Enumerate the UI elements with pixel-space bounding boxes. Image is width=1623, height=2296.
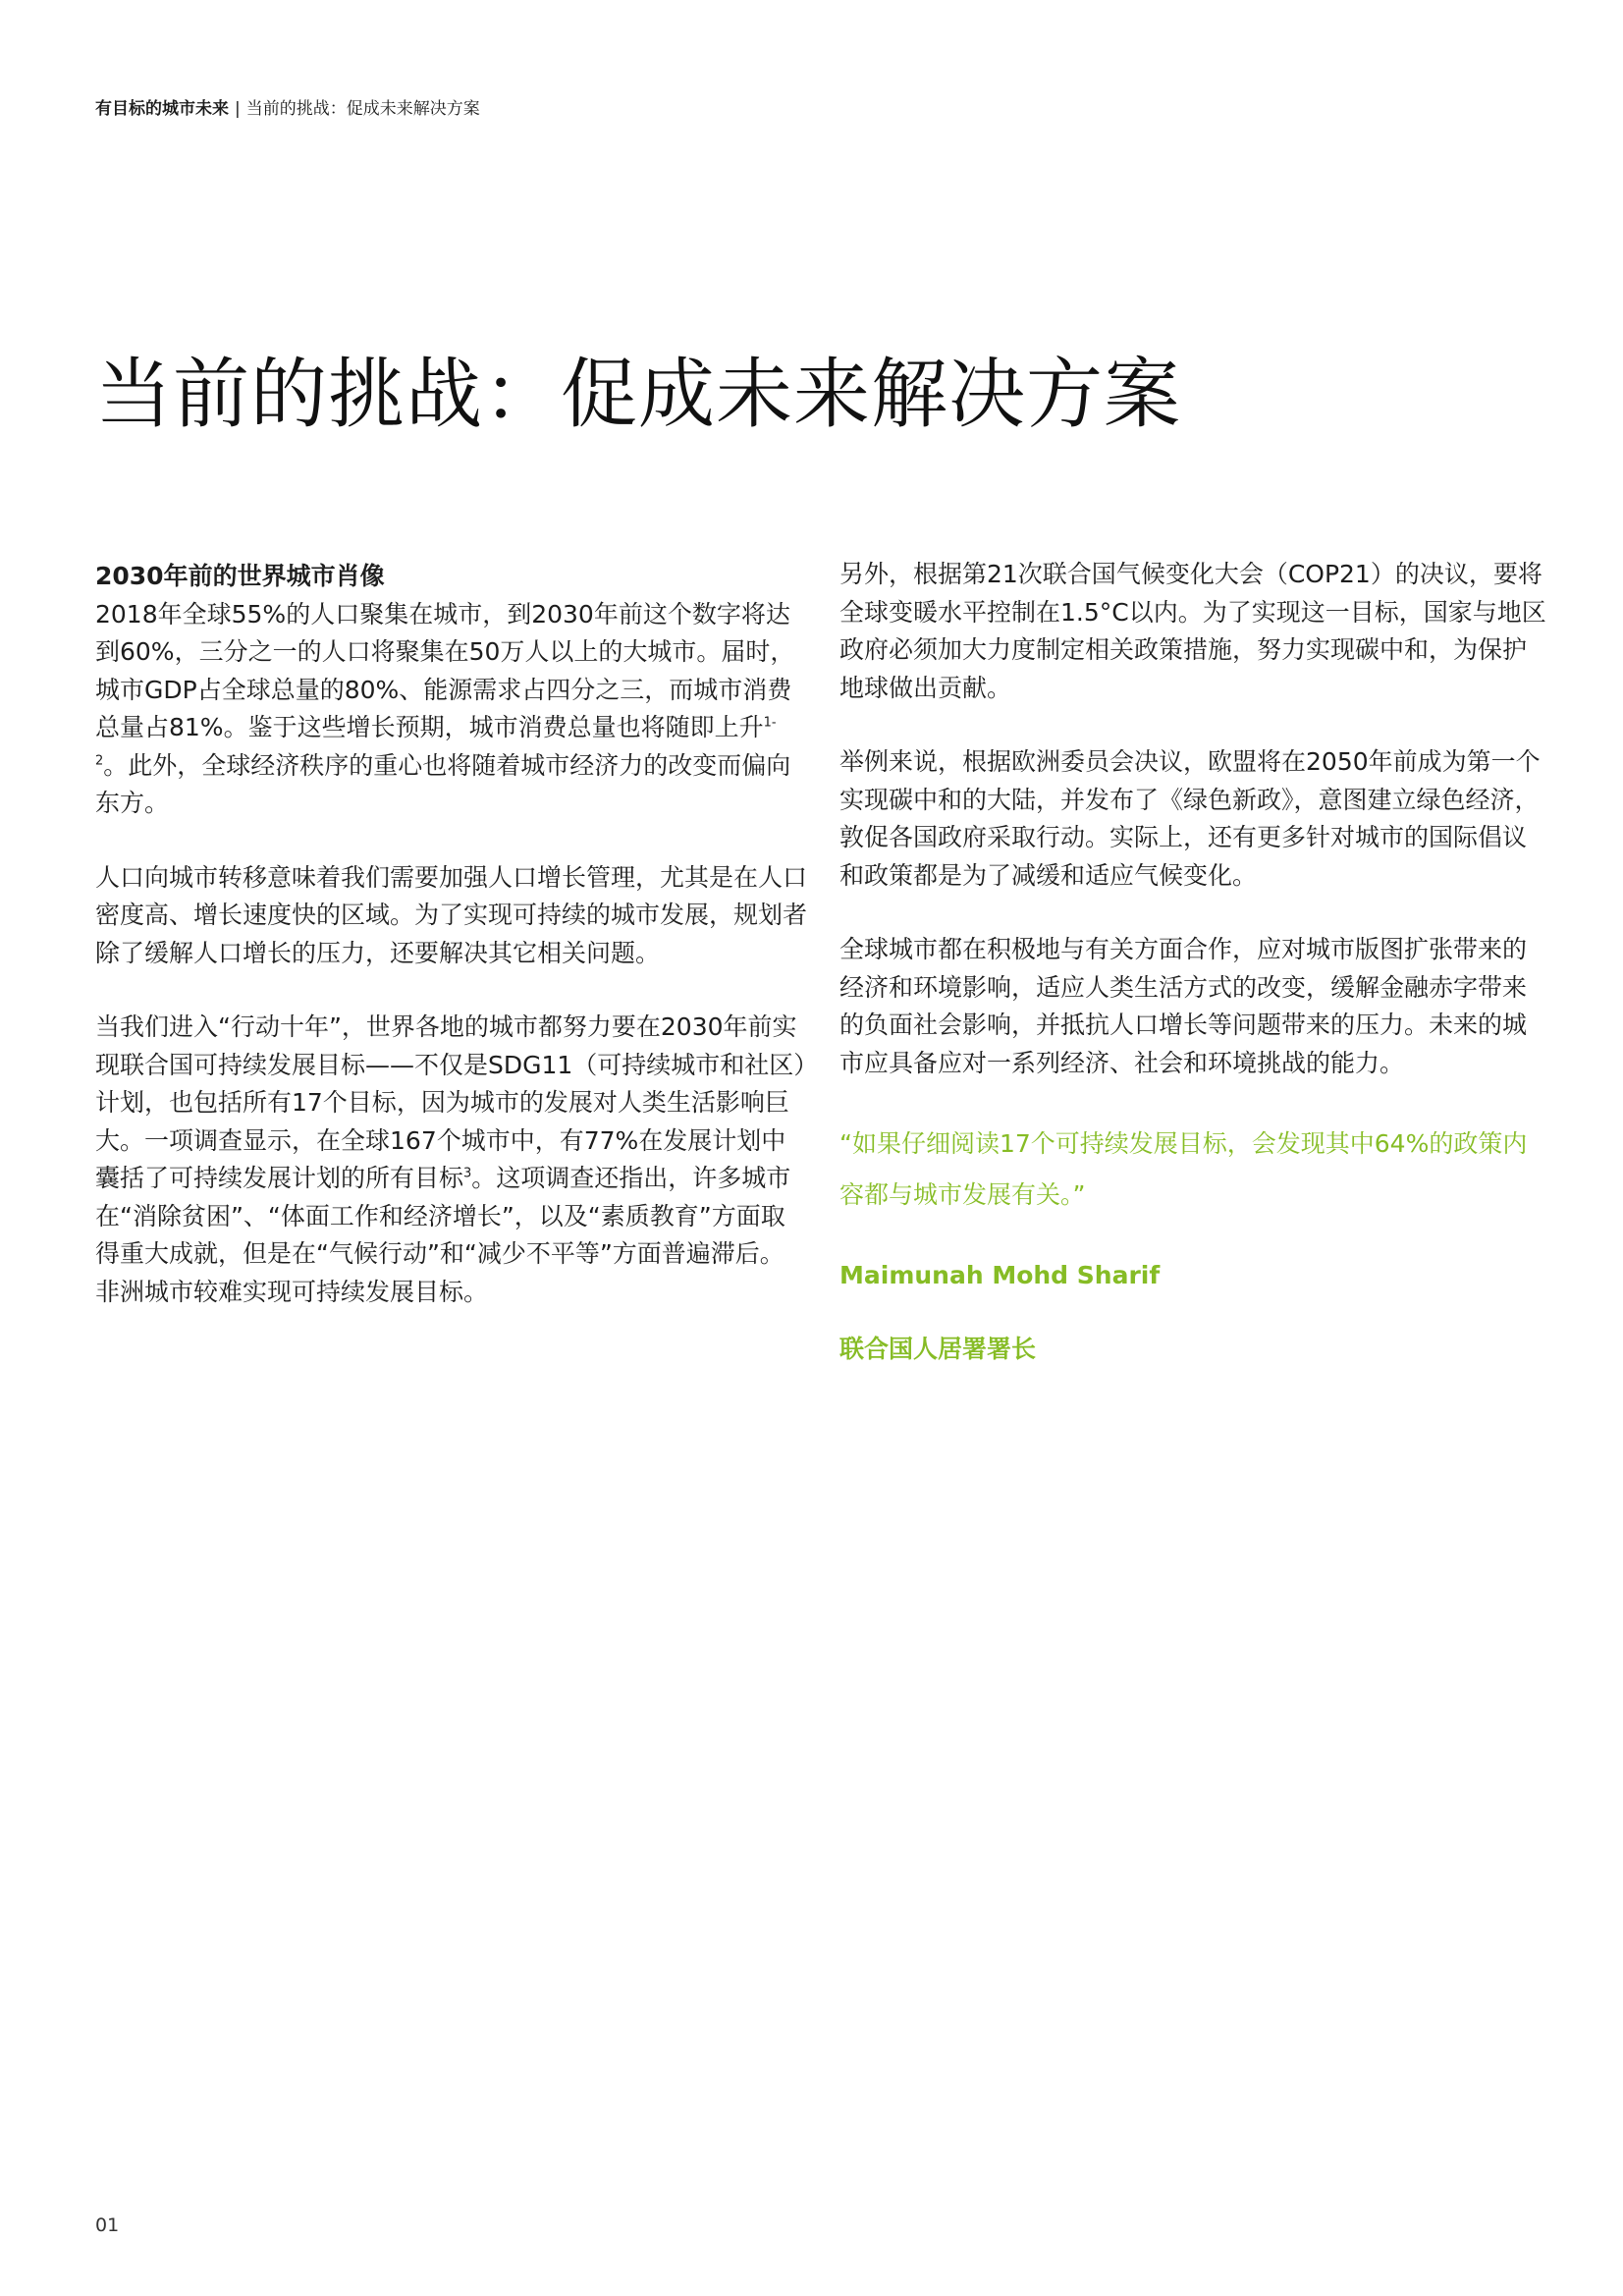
header-topic: 当前的挑战：促成未来解决方案 xyxy=(245,99,480,119)
page-title: 当前的挑战：促成未来解决方案 xyxy=(95,351,1182,439)
paragraph-text: 当我们进入“行动十年”，世界各地的城市都努力要在2030年前实现联合国可持续发展目标——不仅是SDG11（可持续城市和社区）计划，也包括所有17个目标，因为城市的发展对人类生活影响巨大。一项调查显示，在全球167个城市中，有77%在发展计划中囊括了可持续发展计划的所有目标 xyxy=(95,1012,806,1192)
header-section: 有目标的城市未来 xyxy=(95,99,229,119)
footnote-ref: 1-2 xyxy=(95,715,777,769)
paragraph-urban-population xyxy=(95,596,807,823)
header-separator: | xyxy=(235,99,241,119)
running-header xyxy=(95,94,480,119)
paragraph-decade-of-action xyxy=(95,1009,807,1311)
paragraph-green-deal: 举例来说，根据欧洲委员会决议，欧盟将在2050年前成为第一个实现碳中和的大陆，并发布了《绿色新政》，意图建立绿色经济，敦促各国政府采取行动。实际上，还有更多针对城市的国际倡议和政策都是为了减缓和适应气候变化。 xyxy=(839,747,1541,890)
quote-attribution-name: Maimunah Mohd Sharif xyxy=(839,1261,1161,1289)
right-column xyxy=(839,556,1546,1404)
paragraph-text-tail: 。此外，全球经济秩序的重心也将随着城市经济力的改变而偏向东方。 xyxy=(95,750,791,817)
pull-quote: “如果仔细阅读17个可持续发展目标，会发现其中64%的政策内容都与城市发展有关。” xyxy=(839,1129,1528,1209)
paragraph-text: 2018年全球55%的人口聚集在城市，到2030年前这个数字将达到60%，三分之一的人口将聚集在50万人以上的大城市。届时，城市GDP占全球总量的80%、能源需求占四分之三，而城市消费总量占81%。鉴于这些增长预期，城市消费总量也将随即上升 xyxy=(95,599,795,741)
left-column xyxy=(95,558,807,1347)
paragraph-cop21: 另外，根据第21次联合国气候变化大会（COP21）的决议，要将全球变暖水平控制在1.5°C以内。为了实现这一目标，国家与地区政府必须加大力度制定相关政策措施，努力实现碳中和，为保护地球做出贡献。 xyxy=(839,560,1546,702)
paragraph-city-cooperation: 全球城市都在积极地与有关方面合作，应对城市版图扩张带来的经济和环境影响，适应人类生活方式的改变，缓解金融赤字带来的负面社会影响，并抵抗人口增长等问题带来的压力。未来的城市应具备应对一系列经济、社会和环境挑战的能力。 xyxy=(839,935,1528,1077)
footnote-ref: 3 xyxy=(463,1166,472,1181)
paragraph-population-management: 人口向城市转移意味着我们需要加强人口增长管理，尤其是在人口密度高、增长速度快的区域。为了实现可持续的城市发展，规划者除了缓解人口增长的压力，还要解决其它相关问题。 xyxy=(95,862,808,967)
page-number: 01 xyxy=(95,2214,120,2236)
paragraph-text-tail: 。这项调查还指出，许多城市在“消除贫困”、“体面工作和经济增长”，以及“素质教育”方面取得重大成就，但是在“气候行动”和“减少不平等”方面普遍滞后。非洲城市较难实现可持续发展目标。 xyxy=(95,1164,791,1306)
section-subheading: 2030年前的世界城市肖像 xyxy=(95,562,385,590)
quote-attribution-title: 联合国人居署署长 xyxy=(839,1335,1037,1363)
